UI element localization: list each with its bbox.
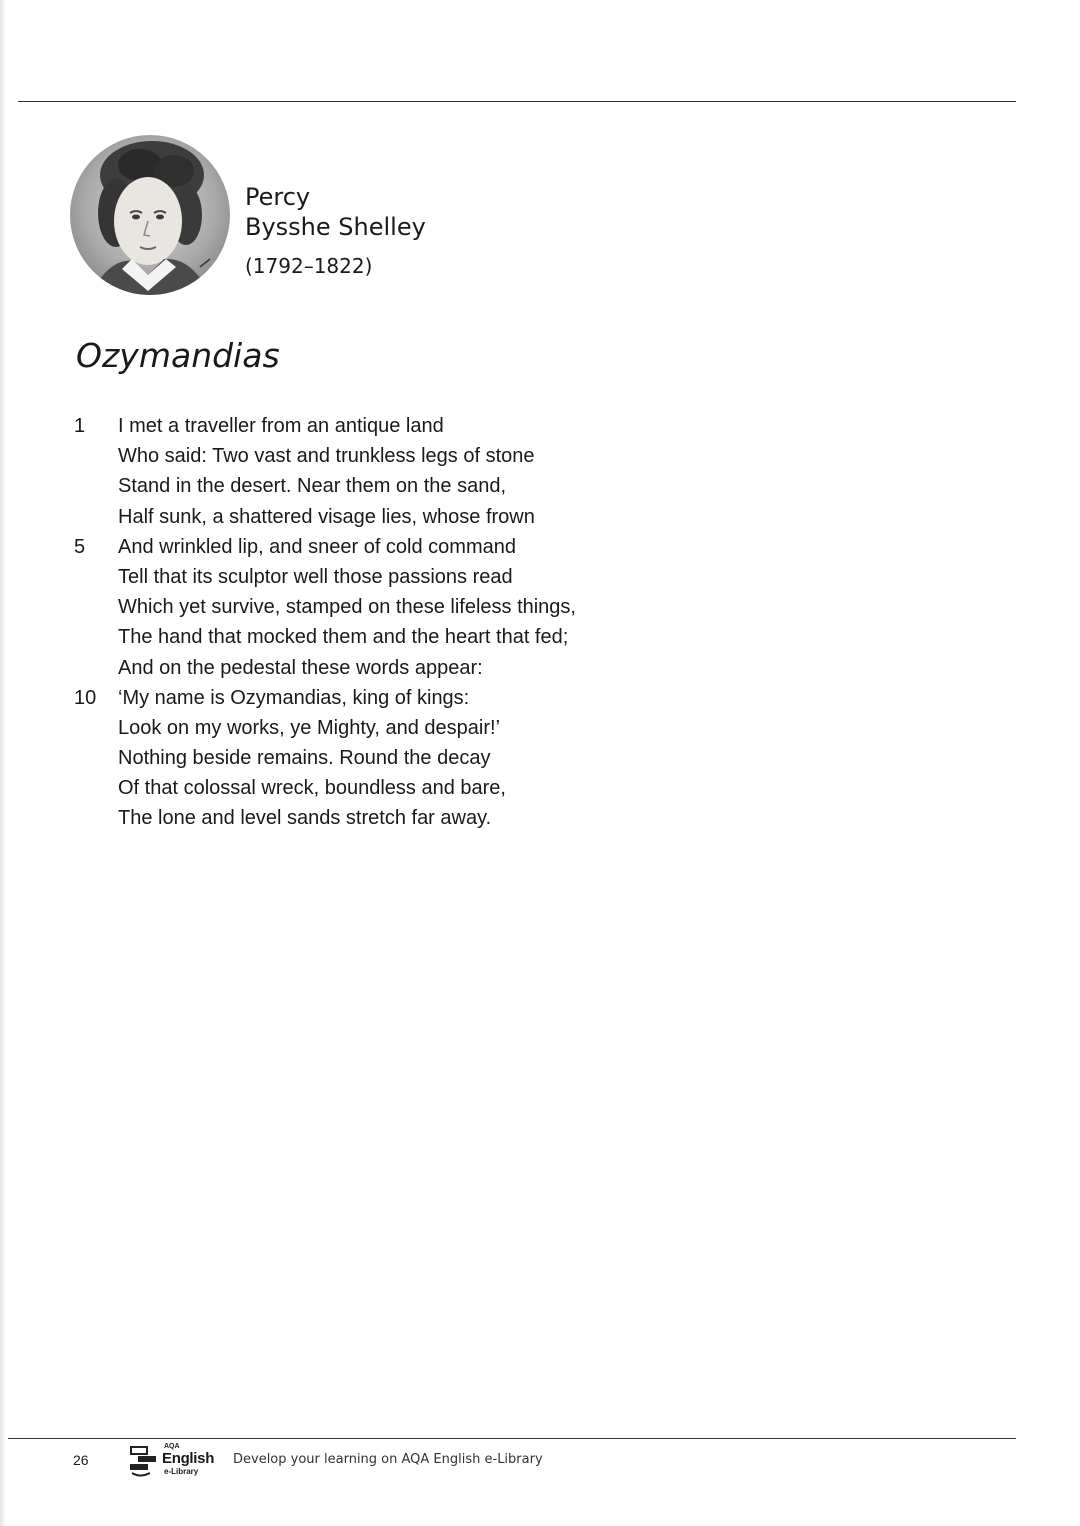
line-text: Who said: Two vast and trunkless legs of stone bbox=[118, 445, 535, 468]
logo-english-text: English bbox=[162, 1450, 215, 1467]
logo-aqa-text: AQA bbox=[164, 1443, 180, 1450]
poem-line bbox=[0, 803, 700, 833]
footer-rule bbox=[8, 1438, 1016, 1439]
aqa-english-elibrary-logo bbox=[128, 1444, 228, 1480]
author-portrait bbox=[70, 135, 230, 295]
line-number: 1 bbox=[74, 415, 86, 437]
poem-line bbox=[0, 592, 700, 622]
line-text: Of that colossal wreck, boundless and bare, bbox=[118, 777, 506, 800]
logo-elibrary-text: e-Library bbox=[164, 1467, 199, 1476]
line-number: 5 bbox=[74, 535, 86, 558]
poem-line bbox=[0, 653, 700, 683]
line-text: Stand in the desert. Near them on the sand, bbox=[118, 475, 507, 498]
line-text: Which yet survive, stamped on these lifeless things, bbox=[118, 596, 576, 619]
author-first-name: Percy bbox=[245, 183, 311, 211]
line-text: The lone and level sands stretch far away. bbox=[118, 807, 492, 830]
line-text: Half sunk, a shattered visage lies, whose frown bbox=[118, 505, 535, 528]
page-number: 26 bbox=[73, 1452, 89, 1468]
line-text: ‘My name is Ozymandias, king of kings: bbox=[118, 686, 470, 709]
author-block bbox=[245, 182, 426, 281]
header-rule bbox=[18, 101, 1016, 102]
line-text: Nothing beside remains. Round the decay bbox=[118, 747, 491, 770]
line-text: Look on my works, ye Mighty, and despair!’ bbox=[118, 716, 501, 739]
poem-line bbox=[0, 562, 700, 592]
author-last-names: Bysshe Shelley bbox=[245, 213, 426, 241]
author-dates: (1792–1822) bbox=[245, 254, 373, 278]
footer-tagline: Develop your learning on AQA English e-Library bbox=[233, 1452, 543, 1467]
poem-line bbox=[0, 773, 700, 803]
line-text: Tell that its sculptor well those passions read bbox=[118, 565, 513, 588]
poem-line bbox=[0, 471, 700, 501]
poem-body bbox=[0, 411, 700, 834]
line-text: I met a traveller from an antique land bbox=[118, 415, 444, 437]
poem-line bbox=[0, 532, 700, 562]
poem-line bbox=[0, 622, 700, 652]
poem-title: Ozymandias bbox=[76, 336, 280, 375]
poem-line bbox=[0, 411, 700, 441]
poem-line bbox=[0, 743, 700, 773]
poem-line bbox=[0, 441, 700, 471]
poem-line bbox=[0, 502, 700, 532]
book-stack-icon bbox=[128, 1445, 160, 1479]
poem-line bbox=[0, 683, 700, 713]
line-text: And on the pedestal these words appear: bbox=[118, 656, 483, 679]
poem-line bbox=[0, 713, 700, 743]
page-footer bbox=[0, 1444, 1080, 1484]
line-text: The hand that mocked them and the heart that fed; bbox=[118, 626, 569, 649]
line-text: And wrinkled lip, and sneer of cold command bbox=[118, 535, 516, 558]
line-number: 10 bbox=[74, 686, 97, 709]
